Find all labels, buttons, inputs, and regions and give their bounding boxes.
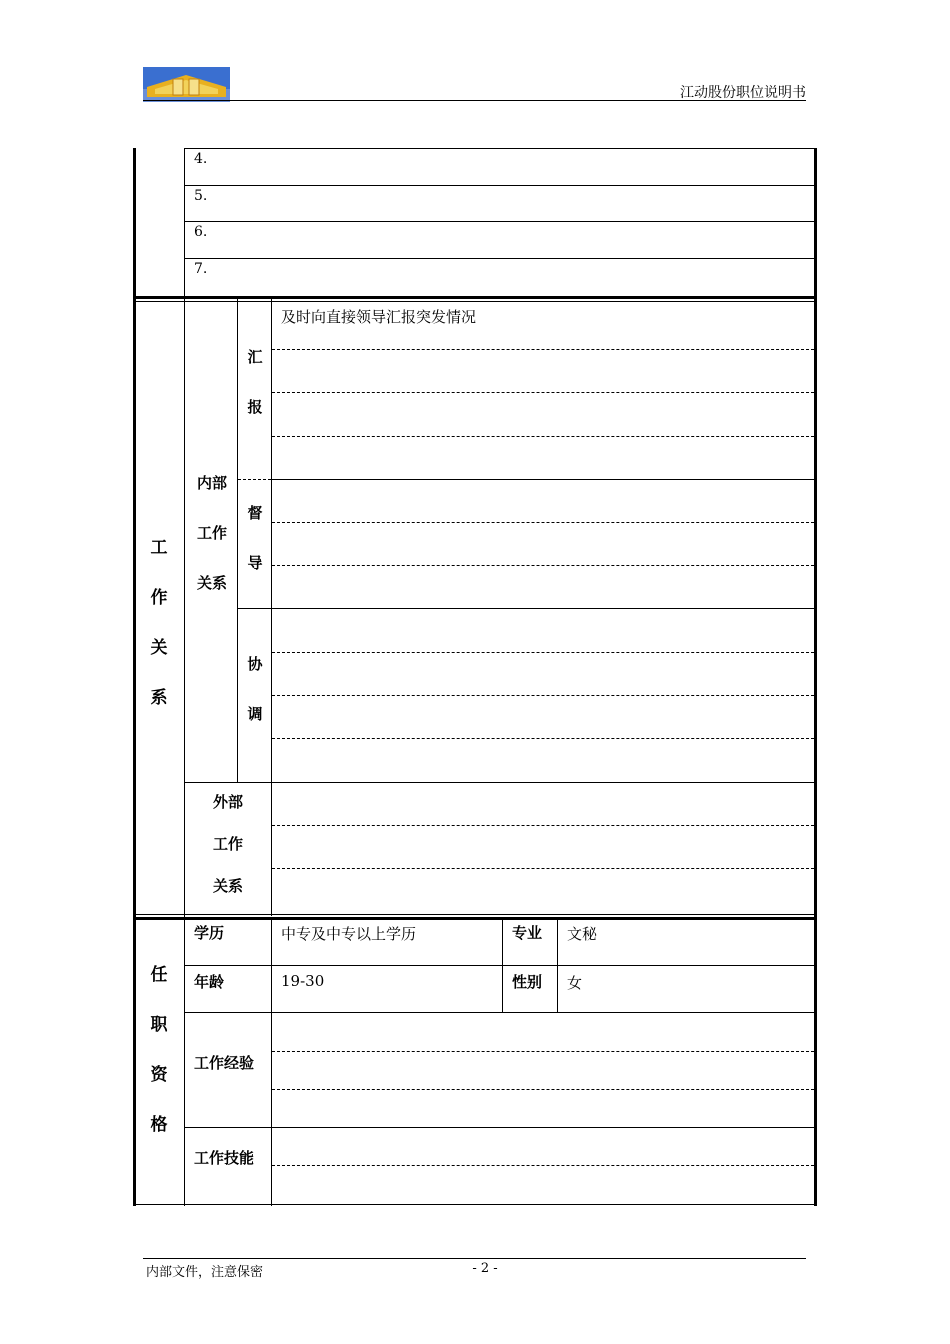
section-divider (133, 301, 817, 302)
dashed-line (272, 652, 814, 653)
jd-logo-icon (143, 67, 230, 102)
company-logo (143, 67, 230, 102)
row-line (184, 782, 815, 783)
confidential-notice: 内部文件，注意保密 (146, 1265, 264, 1280)
experience-label: 工作经验 (194, 1054, 255, 1072)
dashed-line (272, 738, 814, 739)
coordinate-label: 协 调 (247, 655, 263, 723)
table-right-border (814, 148, 817, 1206)
section-divider (133, 917, 817, 920)
dashed-line (272, 436, 814, 437)
major-label: 专业 (512, 924, 543, 942)
gender-label: 性别 (512, 973, 543, 991)
row-line (184, 148, 815, 149)
duty-item: 6. (194, 224, 208, 240)
column-divider-3b (271, 918, 272, 1206)
dashed-line (272, 1165, 814, 1166)
duty-item: 5. (194, 188, 208, 204)
row-line (237, 608, 815, 609)
gender-value: 女 (567, 974, 583, 992)
column-divider-2 (237, 296, 238, 782)
row-line (184, 258, 815, 259)
section-divider (133, 914, 817, 915)
footer-rule (143, 1258, 806, 1259)
duty-item: 4. (194, 151, 208, 167)
row-line (184, 1127, 815, 1128)
dashed-line (272, 565, 814, 566)
duty-item: 7. (194, 261, 208, 277)
age-value: 19-30 (281, 972, 325, 990)
page-number: - 2 - (472, 1261, 498, 1276)
row-line (184, 1012, 815, 1013)
row-line (184, 221, 815, 222)
dashed-line (272, 868, 814, 869)
report-text: 及时向直接领导汇报突发情况 (281, 308, 477, 326)
skills-label: 工作技能 (194, 1149, 255, 1167)
work-relations-label: 工 作 关 系 (150, 538, 168, 708)
dashed-line (272, 349, 814, 350)
table-left-border (133, 148, 136, 1206)
dashed-line (272, 1089, 814, 1090)
major-value: 文秘 (567, 925, 598, 943)
dashed-line (272, 695, 814, 696)
external-relations-label: 外部 工作 关系 (212, 793, 243, 895)
report-label: 汇 报 (247, 348, 263, 416)
row-line (184, 965, 815, 966)
row-line (184, 185, 815, 186)
qualifications-label: 任 职 资 格 (150, 965, 168, 1135)
supervise-label: 督 导 (247, 504, 263, 572)
education-label: 学历 (194, 924, 225, 942)
dashed-line (238, 479, 271, 480)
dashed-line (272, 1051, 814, 1052)
internal-relations-label: 内部 工作 关系 (196, 474, 227, 592)
column-divider-1 (184, 148, 185, 1206)
education-value: 中专及中专以上学历 (281, 925, 417, 943)
row-line (272, 479, 815, 480)
dashed-line (272, 825, 814, 826)
document-title: 江动股份职位说明书 (680, 85, 806, 101)
header-rule (143, 100, 806, 101)
age-label: 年龄 (194, 973, 225, 991)
section-divider (133, 296, 817, 299)
dashed-line (272, 522, 814, 523)
column-divider-3 (271, 296, 272, 916)
dashed-line (272, 392, 814, 393)
table-bottom-border (133, 1204, 817, 1205)
